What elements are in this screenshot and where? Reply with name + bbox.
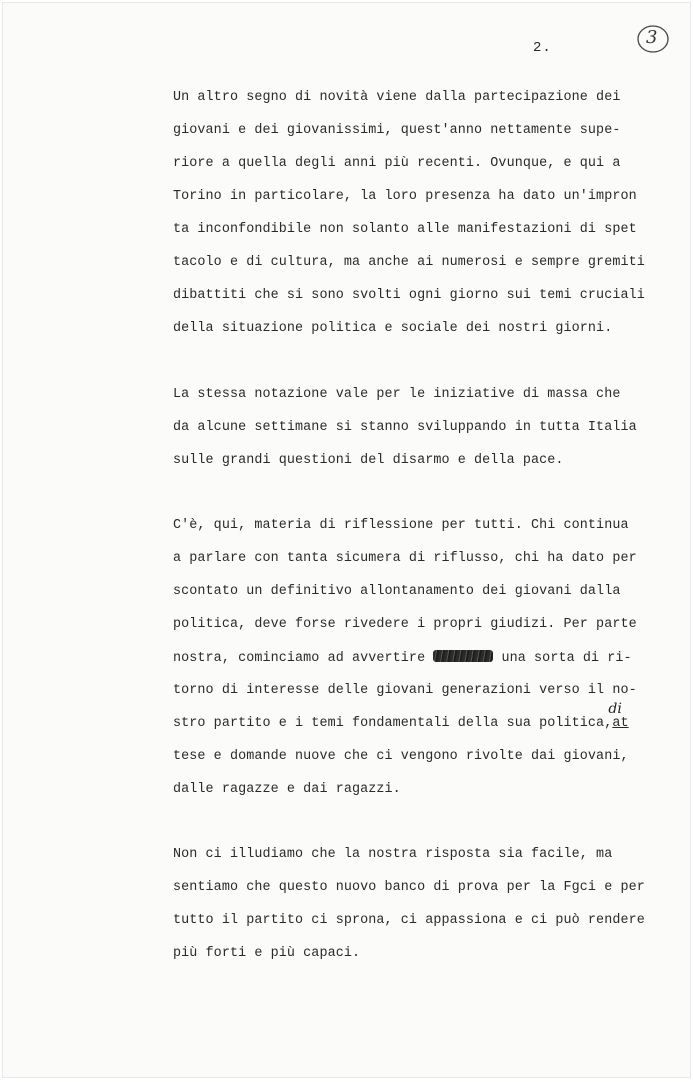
text-line: torno di interesse delle giovani generazioni verso il no- (173, 683, 637, 698)
text-line: C'è, qui, materia di riflessione per tutti. Chi continua (173, 518, 629, 533)
text-line (173, 650, 653, 683)
redaction-mark (433, 650, 493, 662)
text-line-end: una sorta di ri- (501, 651, 632, 666)
paragraph-2 (173, 387, 653, 486)
text-line: giovani e dei giovanissimi, quest'anno nettamente supe- (173, 123, 621, 138)
handwritten-insertion (608, 701, 629, 732)
text-line: riore a quella degli anni più recenti. Ovunque, e qui a (173, 156, 621, 171)
text-line: politica, deve forse rivedere i propri giudizi. Per parte (173, 617, 637, 632)
text-line: dalle ragazze e dai ragazzi. (173, 782, 401, 797)
text-line: tacolo e di cultura, ma anche ai numerosi e sempre gremiti (173, 255, 645, 270)
text-line: a parlare con tanta sicumera di riflusso, chi ha dato per (173, 551, 637, 566)
text-line: scontato un definitivo allontanamento dei giovani dalla (173, 584, 621, 599)
text-line (173, 189, 653, 222)
paragraph-3 (173, 518, 653, 815)
page-number: 2. (533, 40, 552, 56)
text-line: dibattiti che si sono svolti ogni giorno sui temi cruciali (173, 288, 645, 303)
stamp-number: 3 (646, 27, 658, 48)
typewritten-page (2, 2, 691, 1078)
text-line: sentiamo che questo nuovo banco di prova per la Fgci e per (173, 880, 645, 895)
text-line: La stessa notazione vale per le iniziative di massa che (173, 387, 621, 402)
text-line: più forti e più capaci. (173, 946, 361, 961)
insertion-base: at (612, 716, 629, 731)
text-line: Non ci illudiamo che la nostra risposta sia facile, ma (173, 847, 613, 862)
text-line (173, 701, 653, 749)
text-line-body: stro partito e i temi fondamentali della sua politica, (173, 716, 613, 731)
text-line: ta inconfondibile non solanto alle manifestazioni di spet (173, 222, 637, 237)
text-line-start: nostra, cominciamo ad avvertire (173, 651, 426, 666)
insertion-word: di (608, 701, 622, 717)
text-line: da alcune settimane si stanno sviluppando in tutta Italia (173, 420, 637, 435)
text-line: tutto il partito ci sprona, ci appassiona e ci può rendere (173, 913, 645, 928)
text-line: Un altro segno di novità viene dalla partecipazione dei (173, 90, 621, 105)
text-line: tese e domande nuove che ci vengono rivolte dai giovani, (173, 749, 629, 764)
text-line: sulle grandi questioni del disarmo e della pace. (173, 453, 564, 468)
text-line-body: Torino in particolare, la loro presenza ha dato un'impron (173, 189, 637, 204)
paragraph-1 (173, 90, 653, 354)
paragraph-4 (173, 847, 653, 979)
circled-number-stamp (636, 24, 670, 54)
text-line: della situazione politica e sociale dei nostri giorni. (173, 321, 613, 336)
